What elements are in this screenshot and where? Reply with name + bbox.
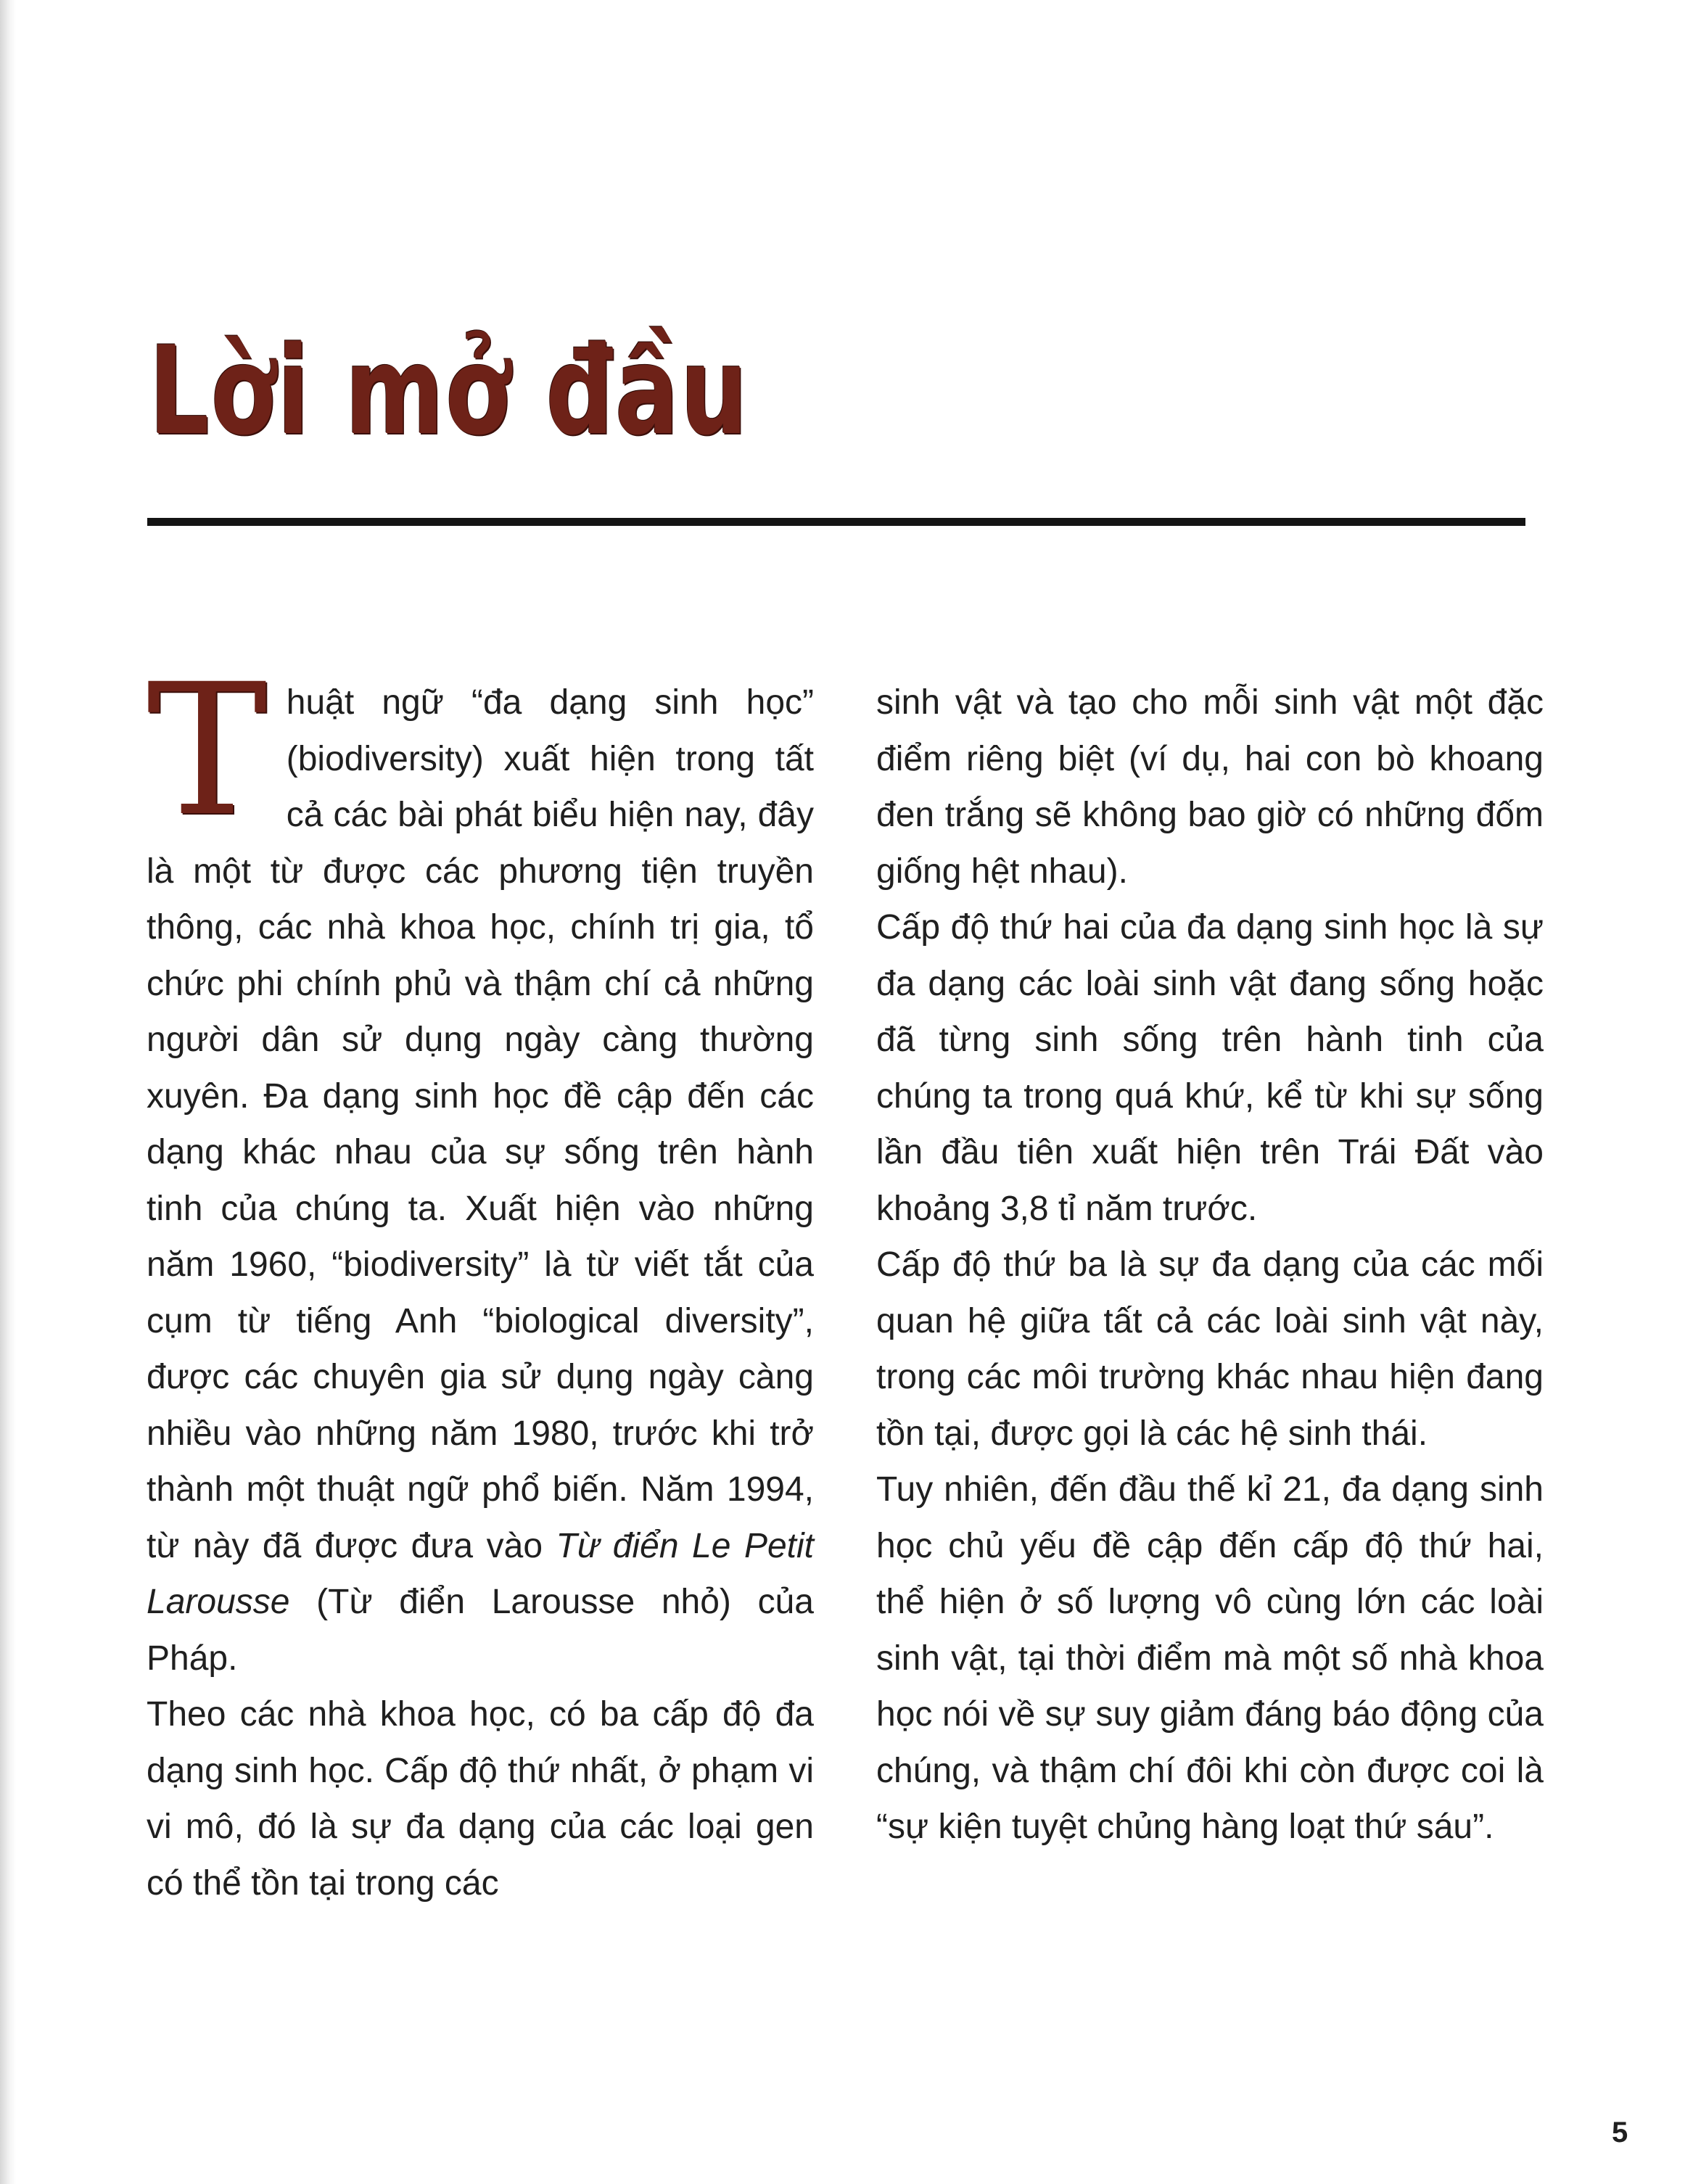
title-divider	[147, 518, 1525, 526]
page-binding-edge	[0, 0, 16, 2184]
intro-paragraph	[147, 645, 815, 1686]
drop-cap: T	[147, 645, 268, 856]
left-text-column	[147, 645, 815, 1911]
levels-paragraph: Theo các nhà khoa học, có ba cấp độ đa dạng sinh học. Cấp độ thứ nhất, ở phạm vi vi mô, đó là sự đa dạng của các loại gen có thể tồn tại trong các	[147, 1695, 814, 1903]
level-two-paragraph: Cấp độ thứ hai của đa dạng sinh học là sự đa dạng các loài sinh vật đang sống hoặc đã từng sinh sống trên hành tinh của chúng ta trong quá khứ, kể từ khi sự sống lần đầu tiên xuất hiện trên Trái Đất vào khoảng 3,8 tỉ năm trước.	[876, 908, 1544, 1228]
level-one-continued-paragraph: sinh vật và tạo cho mỗi sinh vật một đặc điểm riêng biệt (ví dụ, hai con bò khoang đen trắng sẽ không bao giờ có những đốm giống hệt nhau).	[876, 683, 1544, 891]
right-text-column	[876, 675, 1544, 1855]
page-title: Lời mở đầu	[149, 320, 749, 462]
intro-text-end: (Từ điển Larousse nhỏ) của Pháp.	[147, 1583, 814, 1678]
dictionary-title: Từ điển Le Petit Larousse	[147, 1526, 815, 1621]
level-three-paragraph: Cấp độ thứ ba là sự đa dạng của các mối quan hệ giữa tất cả các loài sinh vật này, trong các môi trường khác nhau hiện đang tồn tại, được gọi là các hệ sinh thái.	[876, 1245, 1544, 1453]
page-number: 5	[1612, 2117, 1628, 2148]
intro-text: huật ngữ “đa dạng sinh học” (biodiversity) xuất hiện trong tất cả các bài phát biểu hiện nay, đây là một từ được các phương tiện truyền thông, các nhà khoa học, chính trị gia, tổ chức phi chính phủ và thậm chí cả những người dân sử dụng ngày càng thường xuyên. Đa dạng sinh học đề cập đến các dạng khác nhau của sự sống trên hành tinh của chúng ta. Xuất hiện vào những năm 1960, “biodiversity” là từ viết tắt của cụm từ tiếng Anh “biological diversity”, được các chuyên gia sử dụng ngày càng nhiều vào những năm 1980, trước khi trở thành một thuật ngữ phổ biến. Năm 1994, từ này đã được đưa vào	[147, 683, 814, 1565]
twenty-first-century-paragraph: Tuy nhiên, đến đầu thế kỉ 21, đa dạng sinh học chủ yếu đề cập đến cấp độ thứ hai, thể hiện ở số lượng vô cùng lớn các loài sinh vật, tại thời điểm mà một số nhà khoa học nói về sự suy giảm đáng báo động của chúng, và thậm chí đôi khi còn được coi là “sự kiện tuyệt chủng hàng loạt thứ sáu”.	[876, 1470, 1544, 1846]
